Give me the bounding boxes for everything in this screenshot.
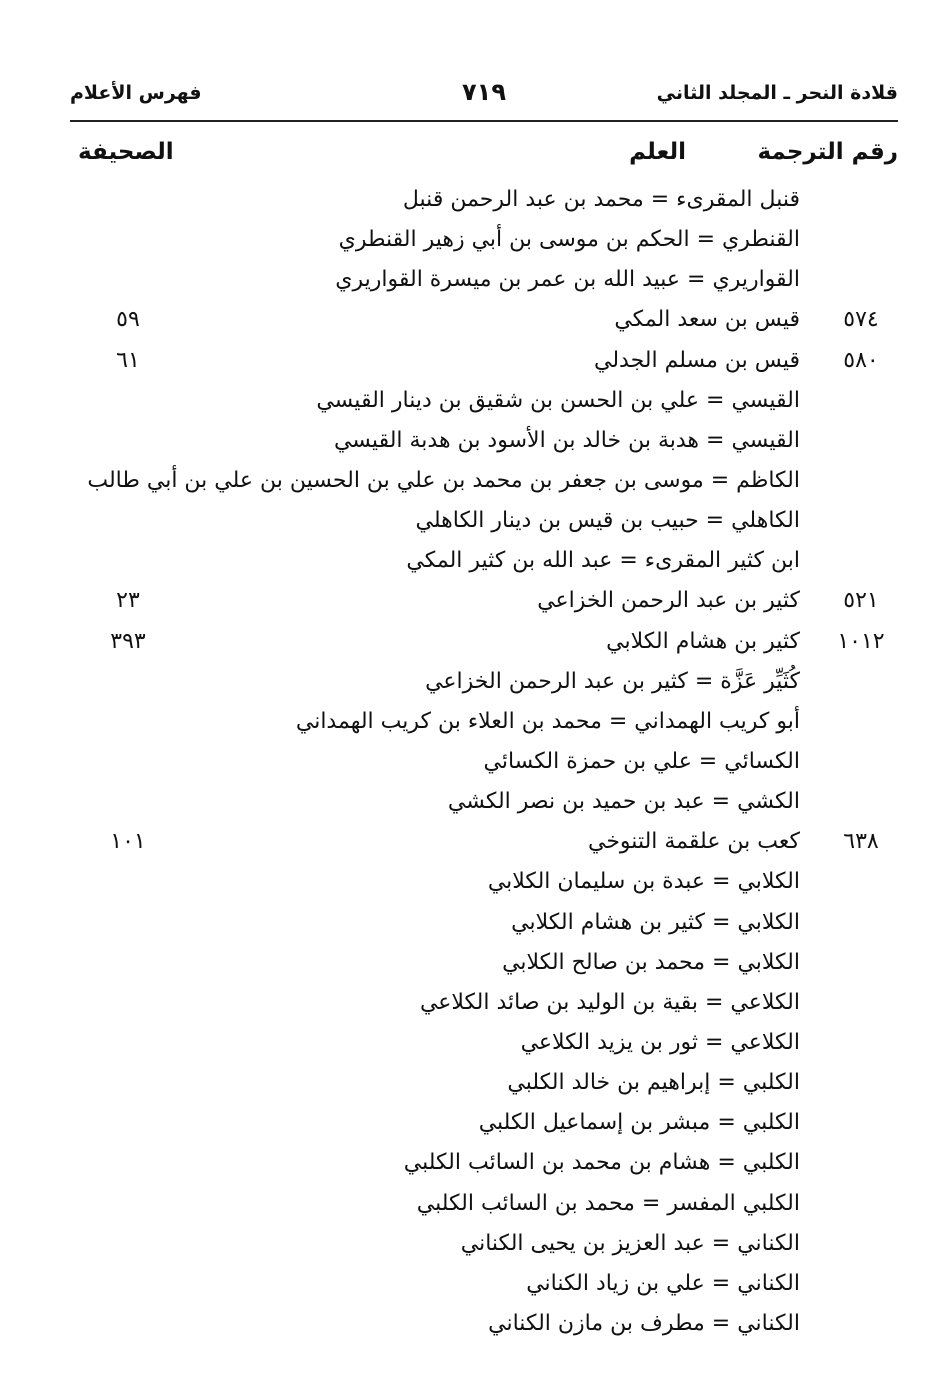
entry-name: الكناني = علي بن زياد الكناني: [526, 1270, 800, 1296]
entry-number: ٦٣٨: [843, 829, 879, 855]
column-header-name: العلم: [629, 139, 686, 165]
index-entry: [70, 744, 898, 784]
entry-name: كثير بن عبد الرحمن الخزاعي: [537, 588, 800, 614]
entry-name: قنبل المقرىء = محمد بن عبد الرحمن قنبل: [402, 187, 800, 212]
entry-number: ١٠١٢: [837, 628, 885, 654]
index-entry: [70, 583, 898, 623]
index-entry: [70, 343, 898, 383]
index-entry: [70, 784, 898, 824]
entry-name: الكاهلي = حبيب بن قيس بن دينار الكاهلي: [415, 508, 800, 534]
header-rule: [70, 120, 898, 122]
index-entry: [70, 1145, 898, 1185]
entry-name: الكلابي = محمد بن صالح الكلابي: [502, 949, 800, 975]
index-entry: [70, 262, 898, 302]
index-entries: [70, 182, 898, 1346]
entry-number: ٥٢١: [843, 588, 879, 614]
entry-name: القواريري = عبيد الله بن عمر بن ميسرة القواريري: [335, 267, 800, 293]
index-entry: [70, 503, 898, 543]
entry-name: القيسي = هدبة بن خالد بن الأسود بن هدبة القيسي: [333, 427, 800, 453]
entry-name: الكلبي = هشام بن محمد بن السائب الكلبي: [403, 1150, 800, 1176]
index-entry: [70, 1266, 898, 1306]
index-entry: [70, 543, 898, 583]
entry-name: الكلابي = عبدة بن سليمان الكلابي: [487, 869, 800, 895]
index-entry: [70, 463, 898, 503]
index-entry: [70, 1186, 898, 1226]
entry-name: الكلابي = كثير بن هشام الكلابي: [511, 909, 800, 935]
index-entry: [70, 383, 898, 423]
entry-name: الكلبي = إبراهيم بن خالد الكلبي: [507, 1070, 800, 1096]
entry-name: قيس بن مسلم الجدلي: [594, 347, 800, 373]
index-entry: [70, 222, 898, 262]
entry-page: ٦١: [116, 347, 140, 373]
entry-name: القيسي = علي بن الحسن بن شقيق بن دينار القيسي: [316, 387, 800, 413]
entry-page: ١٠١: [110, 829, 146, 855]
index-entry: [70, 423, 898, 463]
index-entry: [70, 1065, 898, 1105]
index-entry: [70, 1226, 898, 1266]
entry-name: القنطري = الحكم بن موسى بن أبي زهير القنطري: [338, 227, 800, 253]
index-entry: [70, 704, 898, 744]
entry-name: الكلبي = مبشر بن إسماعيل الكلبي: [478, 1110, 800, 1136]
entry-name: الكشي = عبد بن حميد بن نصر الكشي: [447, 789, 800, 815]
index-entry: [70, 824, 898, 864]
column-header-page: الصحيفة: [78, 139, 174, 165]
index-entry: [70, 1025, 898, 1065]
entry-name: الكلبي المفسر = محمد بن السائب الكلبي: [416, 1190, 800, 1216]
entry-name: كثير بن هشام الكلابي: [606, 628, 800, 654]
index-entry: [70, 302, 898, 342]
entry-page: ٥٩: [116, 307, 140, 333]
page-number: ٧١٩: [462, 78, 506, 106]
entry-name: كعب بن علقمة التنوخي: [588, 829, 800, 855]
index-entry: [70, 905, 898, 945]
entry-name: الكلاعي = بقية بن الوليد بن صائد الكلاعي: [419, 989, 800, 1015]
entry-page: ٢٣: [116, 588, 140, 614]
index-entry: [70, 985, 898, 1025]
entry-name: قيس بن سعد المكي: [614, 307, 800, 333]
entry-name: الكناني = مطرف بن مازن الكناني: [488, 1310, 800, 1336]
entry-number: ٥٧٤: [843, 307, 879, 333]
running-header: [70, 78, 898, 118]
index-entry: [70, 1105, 898, 1145]
entry-name: أبو كريب الهمداني = محمد بن العلاء بن كريب الهمداني: [295, 708, 800, 734]
index-entry: [70, 1306, 898, 1346]
entry-name: كُثَيِّر عَزَّة = كثير بن عبد الرحمن الخزاعي: [425, 668, 800, 694]
book-title: قلادة النحر ـ المجلد الثاني: [656, 82, 898, 104]
entry-name: الكاظم = موسى بن جعفر بن محمد بن علي بن الحسين بن علي بن أبي طالب: [87, 467, 800, 493]
index-entry: [70, 182, 898, 222]
entry-number: ٥٨٠: [843, 347, 879, 373]
column-header-number: رقم الترجمة: [757, 139, 898, 165]
entry-name: الكسائي = علي بن حمزة الكسائي: [483, 748, 800, 774]
column-headers: [70, 139, 898, 173]
index-entry: [70, 945, 898, 985]
entry-page: ٣٩٣: [110, 628, 146, 654]
index-entry: [70, 864, 898, 904]
index-entry: [70, 624, 898, 664]
entry-name: الكلاعي = ثور بن يزيد الكلاعي: [520, 1029, 800, 1055]
index-entry: [70, 664, 898, 704]
section-title: فهرس الأعلام: [70, 82, 202, 104]
entry-name: ابن كثير المقرىء = عبد الله بن كثير المكي: [406, 548, 800, 574]
entry-name: الكناني = عبد العزيز بن يحيى الكناني: [460, 1230, 800, 1256]
